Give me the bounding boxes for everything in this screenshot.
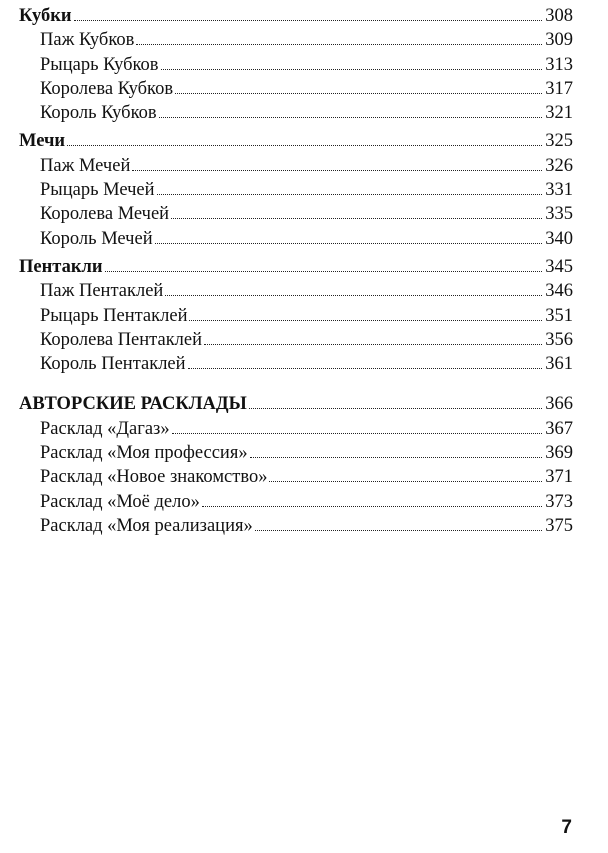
toc-entry-label: Расклад «Новое знакомство»: [40, 467, 268, 488]
toc-entry-label: Паж Кубков: [40, 30, 135, 51]
page-folio: 7: [561, 817, 572, 838]
dot-leader: [159, 117, 543, 118]
toc-page-number: 345: [545, 256, 573, 277]
toc-section-title: АВТОРСКИЕ РАСКЛАДЫ: [19, 394, 247, 415]
toc-page-number: 346: [545, 281, 573, 302]
toc-section-heading: [19, 4, 573, 28]
toc-page-number: 367: [545, 418, 573, 439]
toc-section-title: Пентакли: [19, 256, 103, 277]
toc-page-number: 335: [545, 204, 573, 225]
toc-page-number: 361: [545, 354, 573, 375]
toc-entry: [19, 417, 573, 441]
toc-entry: [19, 441, 573, 465]
toc-page-number: 313: [545, 54, 573, 75]
toc-entry-label: Королева Мечей: [40, 204, 170, 225]
dot-leader: [132, 170, 542, 171]
toc-entry-label: Король Пентаклей: [40, 354, 186, 375]
toc-section-title: Мечи: [19, 131, 66, 152]
dot-leader: [204, 344, 542, 345]
dot-leader: [189, 320, 542, 321]
toc-page-number: 317: [545, 78, 573, 99]
toc-entry: [19, 490, 573, 514]
toc-section-heading: [19, 129, 573, 153]
dot-leader: [172, 433, 543, 434]
toc-entry-label: Король Мечей: [40, 228, 153, 249]
toc-entry-label: Рыцарь Пентаклей: [40, 305, 188, 326]
dot-leader: [105, 271, 543, 272]
toc-page-number: 340: [545, 228, 573, 249]
toc-page-number: 325: [545, 131, 573, 152]
toc-page-number: 375: [545, 515, 573, 536]
dot-leader: [161, 69, 543, 70]
dot-leader: [188, 368, 543, 369]
dot-leader: [136, 44, 542, 45]
toc-section-heading: [19, 392, 573, 416]
toc-page-number: 373: [545, 491, 573, 512]
toc-page-number: 321: [545, 103, 573, 124]
toc-entry-label: Расклад «Моё дело»: [40, 491, 200, 512]
dot-leader: [171, 218, 542, 219]
toc-entry: [19, 77, 573, 101]
toc-section-heading: [19, 255, 573, 279]
dot-leader: [74, 20, 543, 21]
toc-entry: [19, 304, 573, 328]
section-spacer: [19, 376, 573, 392]
toc-entry-label: Король Кубков: [40, 103, 157, 124]
table-of-contents: [19, 4, 573, 538]
toc-page-number: 371: [545, 467, 573, 488]
dot-leader: [175, 93, 542, 94]
toc-entry-label: Рыцарь Кубков: [40, 54, 159, 75]
toc-entry-label: Паж Мечей: [40, 155, 131, 176]
dot-leader: [157, 194, 543, 195]
toc-entry-label: Расклад «Моя реализация»: [40, 515, 253, 536]
toc-entry-label: Паж Пентаклей: [40, 281, 164, 302]
dot-leader: [202, 506, 542, 507]
toc-page-number: 309: [545, 30, 573, 51]
toc-page-number: 326: [545, 155, 573, 176]
toc-entry: [19, 352, 573, 376]
toc-entry: [19, 465, 573, 489]
toc-entry-label: Королева Пентаклей: [40, 329, 203, 350]
dot-leader: [249, 408, 542, 409]
dot-leader: [155, 243, 543, 244]
toc-entry: [19, 514, 573, 538]
toc-section-title: Кубки: [19, 6, 72, 26]
toc-entry: [19, 202, 573, 226]
toc-page-number: 308: [545, 6, 573, 26]
toc-entry: [19, 178, 573, 202]
toc-entry-label: Расклад «Дагаз»: [40, 418, 170, 439]
toc-entry: [19, 53, 573, 77]
dot-leader: [165, 295, 542, 296]
dot-leader: [67, 145, 542, 146]
toc-entry: [19, 227, 573, 251]
dot-leader: [250, 457, 543, 458]
toc-page-number: 351: [545, 305, 573, 326]
toc-entry-label: Королева Кубков: [40, 78, 174, 99]
toc-entry-label: Расклад «Моя профессия»: [40, 443, 248, 464]
toc-entry-label: Рыцарь Мечей: [40, 180, 155, 201]
toc-page-number: 366: [545, 394, 573, 415]
toc-page-number: 369: [545, 443, 573, 464]
toc-entry: [19, 28, 573, 52]
dot-leader: [255, 530, 543, 531]
toc-page-number: 331: [545, 180, 573, 201]
toc-entry: [19, 279, 573, 303]
toc-entry: [19, 328, 573, 352]
dot-leader: [269, 481, 542, 482]
toc-entry: [19, 154, 573, 178]
toc-entry: [19, 101, 573, 125]
toc-page-number: 356: [545, 329, 573, 350]
